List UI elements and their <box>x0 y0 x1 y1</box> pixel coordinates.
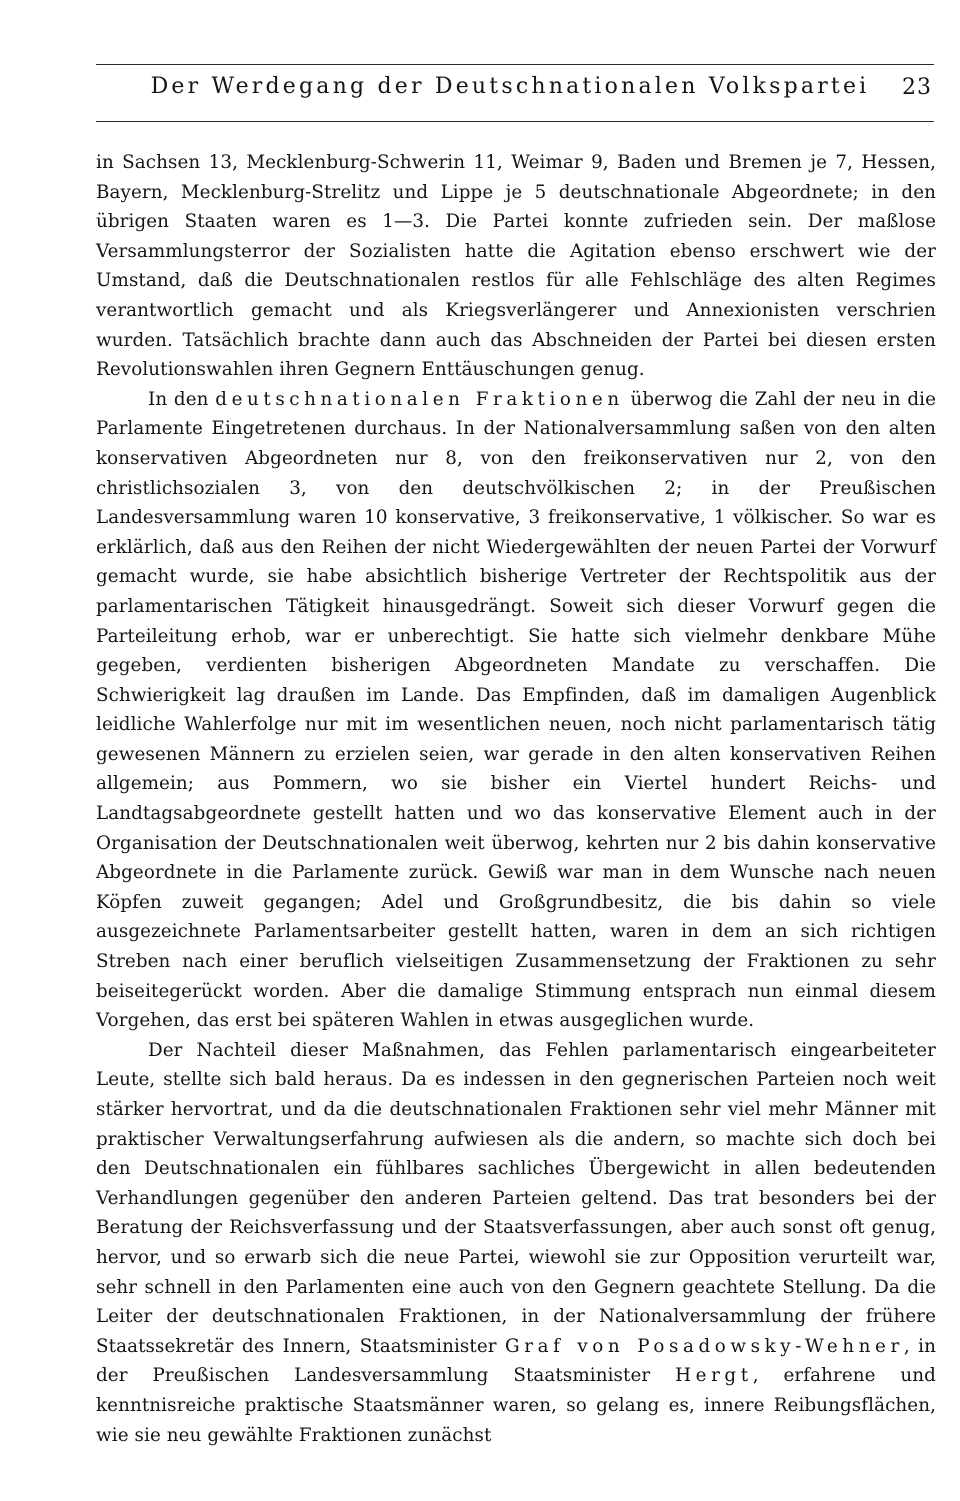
page-header <box>96 64 934 122</box>
running-title: Der Werdegang der Deutschnationalen Volkspartei <box>150 74 870 99</box>
page-number: 23 <box>902 75 932 100</box>
paragraph-3 <box>96 1036 936 1450</box>
paragraph-1-text: in Sachsen 13, Mecklenburg-Schwerin 11, Weimar 9, Baden und Bremen je 7, Hessen, Bayern, Mecklenburg-Strelitz und Lippe je 5 deutschnationale Abgeordnete; in den übrigen Staaten waren es 1—3. Die Partei konnte zufrieden sein. Der maßlose Versammlungsterror der Sozialisten hatte die Agitation ebenso erschwert wie der Umstand, daß die Deutschnationalen restlos für alle Fehlschläge des alten Regimes verantwortlich gemacht und als Kriegsverlängerer und Annexionisten verschrien wurden. Tatsächlich brachte dann auch das Abschneiden der Partei bei diesen ersten Revolutionswahlen ihren Gegnern Enttäuschungen genug. <box>96 152 936 381</box>
spaced-emphasis-deutschnationale-fraktionen: deutschnationalen Fraktionen <box>215 388 624 410</box>
paragraph-2-lead: In den <box>148 388 209 410</box>
paragraph-3-tail: , erfahrene und kenntnisreiche praktische Staatsmänner waren, so gelang es, innere Reibungsflächen, wie sie neu gewählte Fraktionen zunächst <box>96 1365 936 1446</box>
paragraph-2 <box>96 385 936 1036</box>
paragraph-3-mid: , in der Preußischen Landesversammlung Staatsminister <box>96 1335 936 1387</box>
body-text <box>96 148 936 1450</box>
paragraph-2-text: überwog die Zahl der neu in die Parlamente Eingetretenen durchaus. In der Nationalversammlung saßen von den alten konservativen Abgeordneten nur 8, von den freikonservativen nur 2, von den christlichsozialen 3, von den deutschvölkischen 2; in der Preußischen Landesversammlung waren 10 konservative, 3 freikonservative, 1 völkischer. So war es erklärlich, daß aus den Reihen der nicht Wiedergewählten der neuen Partei der Vorwurf gemacht wurde, sie habe absichtlich bisherige Vertreter der Rechtspolitik aus der parlamentarischen Tätigkeit hinausgedrängt. Soweit sich dieser Vorwurf gegen die Parteileitung erhob, war er unberechtigt. Sie hatte sich vielmehr denkbare Mühe gegeben, verdienten bisherigen Abgeordneten Mandate zu verschaffen. Die Schwierigkeit lag draußen im Lande. Das Empfinden, daß im damaligen Augenblick leidliche Wahlerfolge nur mit im wesentlichen neuen, noch nicht parlamentarisch tätig gewesenen Männern zu erzielen seien, war gerade in den alten konservativen Reihen allgemein; aus Pommern, wo sie bisher ein Viertel hundert Reichs- und Landtagsabgeordnete gestellt hatten und wo das konservative Element auch in der Organisation der Deutschnationalen weit überwog, kehrten nur 2 bis dahin konservative Abgeordnete in die Parlamente zurück. Gewiß war man in dem Wunsche nach neuen Köpfen zuweit gegangen; Adel und Großgrundbesitz, die bis dahin so viele ausgezeichnete Parlamentsarbeiter gestellt hatten, waren in dem an sich richtigen Streben nach einer beruflich vielseitigen Zusammensetzung der Fraktionen zu sehr beiseitegerückt worden. Aber die damalige Stimmung entsprach nun einmal diesem Vorgehen, das erst bei späteren Wahlen in etwas ausgeglichen wurde. <box>96 388 936 1032</box>
spaced-emphasis-posadowsky: Graf von Posadowsky-Wehner <box>505 1335 904 1357</box>
spaced-emphasis-hergt: Hergt <box>675 1365 753 1387</box>
paragraph-1 <box>96 148 936 385</box>
paragraph-3-text: Der Nachteil dieser Maßnahmen, das Fehlen parlamentarisch eingearbeiteter Leute, stellte sich bald heraus. Da es indessen in den gegnerischen Parteien noch weit stärker hervortrat, und da die deutschnationalen Fraktionen sehr viel mehr Männer mit praktischer Verwaltungserfahrung aufwiesen als die andern, so machte sich doch bei den Deutschnationalen ein fühlbares sachliches Übergewicht in allen bedeutenden Verhandlungen gegenüber den anderen Parteien geltend. Das trat besonders bei der Beratung der Reichsverfassung und der Staatsverfassungen, aber auch sonst oft genug, hervor, und so erwarb sich die neue Partei, wiewohl sie zur Opposition verurteilt war, sehr schnell in den Parlamenten eine auch von den Gegnern geachtete Stellung. Da die Leiter der deutschnationalen Fraktionen, in der Nationalversammlung der frühere Staatssekretär des Innern, Staatsminister <box>96 1039 936 1357</box>
